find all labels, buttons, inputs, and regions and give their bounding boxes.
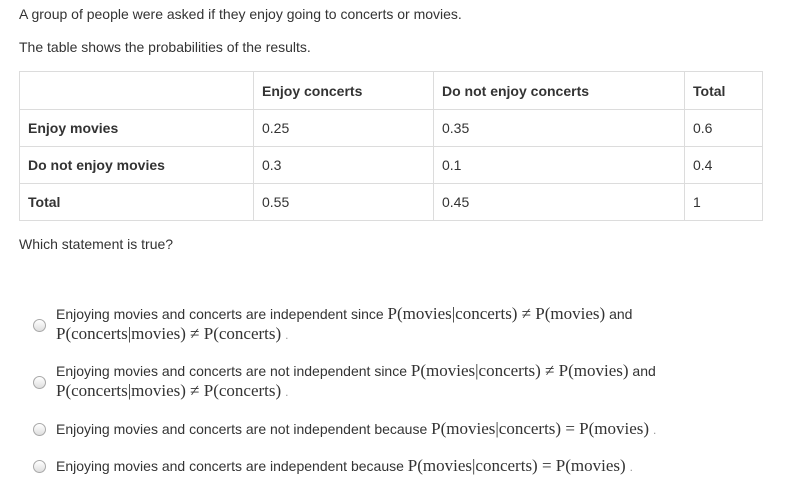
table-cell: 0.25 xyxy=(254,110,434,147)
option-text[interactable]: Enjoying movies and concerts are independent since P(movies|concerts) ≠ P(movies) and P(concerts|movies) ≠ P(concerts) . xyxy=(56,304,633,343)
probability-table xyxy=(19,71,763,221)
question-prompt: Which statement is true? xyxy=(19,236,174,252)
table-header-row xyxy=(20,72,763,110)
math-expression: P(movies|concerts) = P(movies) xyxy=(431,419,650,438)
row-label-enjoy-movies: Enjoy movies xyxy=(20,110,254,147)
table-cell: 0.3 xyxy=(254,147,434,184)
intro-text: A group of people were asked if they enjoy going to concerts or movies. xyxy=(19,6,462,22)
option-text[interactable]: Enjoying movies and concerts are not independent since P(movies|concerts) ≠ P(movies) and P(concerts|movies) ≠ P(concerts) . xyxy=(56,361,656,400)
table-cell: 0.35 xyxy=(434,110,685,147)
math-expression: P(movies|concerts) ≠ P(movies) xyxy=(387,304,606,323)
table-row xyxy=(20,184,763,221)
table-header-not-enjoy-concerts: Do not enjoy concerts xyxy=(434,72,685,110)
option-text[interactable]: Enjoying movies and concerts are not independent because P(movies|concerts) = P(movies) . xyxy=(56,419,657,438)
table-row xyxy=(20,110,763,147)
table-cell: 0.1 xyxy=(434,147,685,184)
radio-button[interactable] xyxy=(33,376,46,389)
radio-button[interactable] xyxy=(33,460,46,473)
math-expression: P(concerts|movies) ≠ P(concerts) xyxy=(56,381,282,400)
table-cell: 0.4 xyxy=(685,147,763,184)
math-expression: P(concerts|movies) ≠ P(concerts) xyxy=(56,324,282,343)
table-cell: 0.45 xyxy=(434,184,685,221)
table-cell: 1 xyxy=(685,184,763,221)
table-cell: 0.6 xyxy=(685,110,763,147)
math-expression: P(movies|concerts) = P(movies) xyxy=(407,456,626,475)
table-cell: 0.55 xyxy=(254,184,434,221)
radio-button[interactable] xyxy=(33,423,46,436)
table-header-empty xyxy=(20,72,254,110)
table-header-enjoy-concerts: Enjoy concerts xyxy=(254,72,434,110)
option-text[interactable]: Enjoying movies and concerts are independent because P(movies|concerts) = P(movies) . xyxy=(56,456,633,475)
table-header-total: Total xyxy=(685,72,763,110)
math-expression: P(movies|concerts) ≠ P(movies) xyxy=(410,361,629,380)
row-label-total: Total xyxy=(20,184,254,221)
row-label-not-enjoy-movies: Do not enjoy movies xyxy=(20,147,254,184)
table-row xyxy=(20,147,763,184)
radio-button[interactable] xyxy=(33,319,46,332)
table-caption: The table shows the probabilities of the results. xyxy=(19,39,311,55)
